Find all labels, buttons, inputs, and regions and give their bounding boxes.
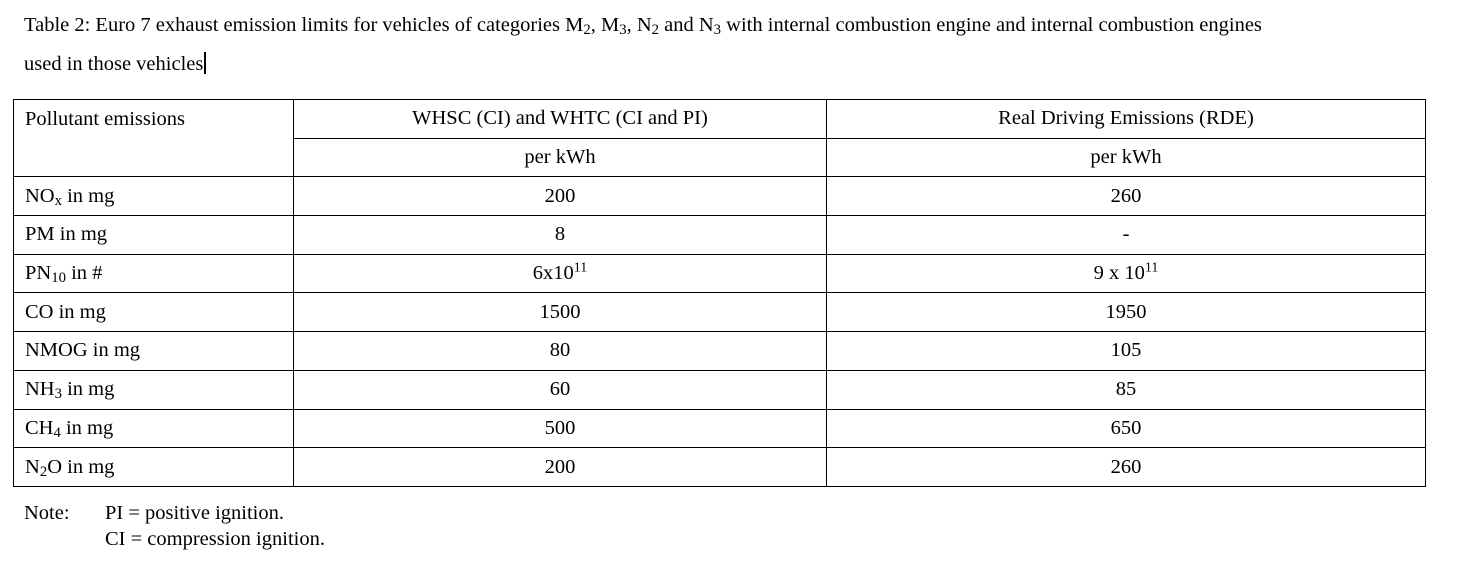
table-row [14, 177, 1426, 216]
text-cursor [204, 52, 206, 74]
caption-line-1: Table 2: Euro 7 exhaust emission limits for vehicles of categories $M_2$, $M_3$, $N_2$ and $N_3$ with internal combustion engine and internal combustion engines [24, 14, 1262, 39]
rde-value: - [827, 216, 1426, 255]
emission-limits-table [13, 99, 1426, 487]
rde-value: 260 [827, 177, 1426, 216]
table-row [14, 293, 1426, 332]
pollutant-cell: CO in mg [14, 293, 294, 332]
pollutant-cell: $CH_4$ in mg [14, 409, 294, 448]
table-row [14, 409, 1426, 448]
pollutant-cell: NMOG in mg [14, 332, 294, 371]
unit-rde: per kWh [827, 138, 1426, 177]
pollutant-cell: $NO_x$ in mg [14, 177, 294, 216]
whsc-value: 8 [294, 216, 827, 255]
note-definitions [105, 500, 325, 552]
table-row [14, 448, 1426, 487]
rde-value: 650 [827, 409, 1426, 448]
header-rde: Real Driving Emissions (RDE) [827, 100, 1426, 139]
whsc-value: 200 [294, 448, 827, 487]
whsc-value: 60 [294, 370, 827, 409]
pollutant-cell: $N_2O$ in mg [14, 448, 294, 487]
table-row [14, 216, 1426, 255]
whsc-value: $6x10^{11}$ [294, 254, 827, 293]
rde-value: 9 x $10^{11}$ [827, 254, 1426, 293]
pollutant-cell: PM in mg [14, 216, 294, 255]
rde-value: 85 [827, 370, 1426, 409]
table-row [14, 332, 1426, 371]
pollutant-cell: $NH_3$ in mg [14, 370, 294, 409]
table-caption [24, 6, 1434, 84]
rde-value: 105 [827, 332, 1426, 371]
note-pi-definition: PI = positive ignition. [105, 502, 284, 524]
unit-whsc: per kWh [294, 138, 827, 177]
header-pollutant-emissions: Pollutant emissions [14, 100, 294, 177]
whsc-value: 1500 [294, 293, 827, 332]
table-header-row [14, 100, 1426, 139]
table-row [14, 370, 1426, 409]
note-ci-definition: CI = compression ignition. [105, 528, 325, 550]
whsc-value: 200 [294, 177, 827, 216]
rde-value: 1950 [827, 293, 1426, 332]
note-label: Note: [24, 502, 70, 524]
caption-line-2[interactable]: used in those vehicles [24, 45, 1434, 84]
whsc-value: 500 [294, 409, 827, 448]
rde-value: 260 [827, 448, 1426, 487]
header-whsc-whtc: WHSC (CI) and WHTC (CI and PI) [294, 100, 827, 139]
whsc-value: 80 [294, 332, 827, 371]
pollutant-cell: $PN_{10}$ in # [14, 254, 294, 293]
table-row [14, 254, 1426, 293]
